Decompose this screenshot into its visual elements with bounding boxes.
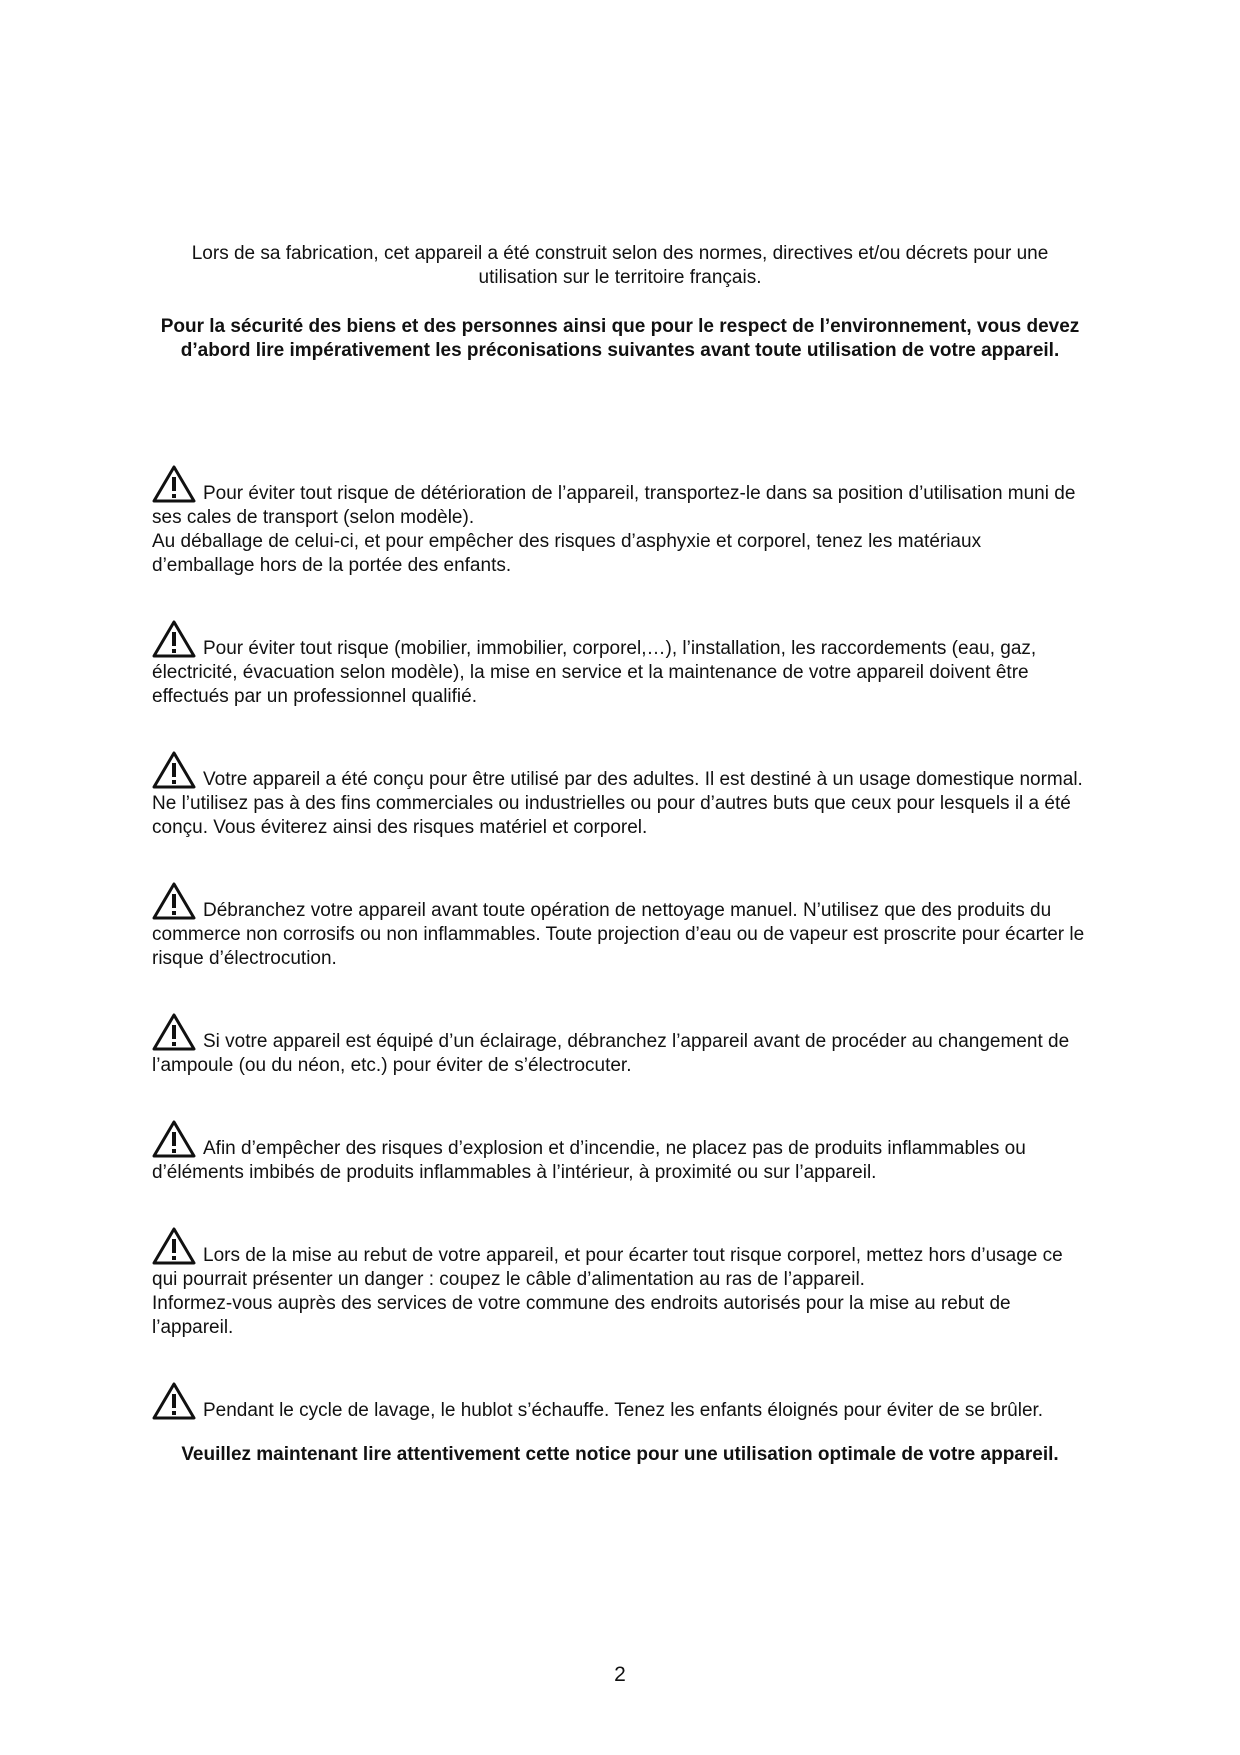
- warnings-list: [152, 465, 1088, 1423]
- warning-triangle-icon: [152, 882, 196, 920]
- safety-notice: Pour la sécurité des biens et des personnes ainsi que pour le respect de l’environnement, vous devez d’abord lire impérativement les préconisations suivantes avant toute utilisation de votre appareil.: [160, 316, 1080, 361]
- warning-item: [152, 620, 1088, 709]
- warning-text: Pour éviter tout risque de détérioration de l’appareil, transportez-le dans sa position d’utilisation muni de ses cales de transport (selon modèle).: [152, 465, 1088, 530]
- warning-text: Débranchez votre appareil avant toute opération de nettoyage manuel. N’utilisez que des produits du commerce non corrosifs ou non inflammables. Toute projection d’eau ou de vapeur est proscrite pour écarter le risque d’électrocution.: [152, 882, 1088, 971]
- warning-triangle-icon: [152, 1382, 196, 1420]
- warning-text-continuation: Au déballage de celui-ci, et pour empêcher des risques d’asphyxie et corporel, tenez les matériaux d’emballage hors de la portée des enfants.: [152, 531, 982, 576]
- warning-triangle-icon: [152, 620, 196, 658]
- warning-text: Pendant le cycle de lavage, le hublot s’échauffe. Tenez les enfants éloignés pour éviter de se brûler.: [152, 1382, 1088, 1423]
- warning-triangle-icon: [152, 751, 196, 789]
- warning-item: [152, 1227, 1088, 1340]
- warning-text-continuation: Informez-vous auprès des services de votre commune des endroits autorisés pour la mise au rebut de l’appareil.: [152, 1293, 1011, 1338]
- warning-text: Si votre appareil est équipé d’un éclairage, débranchez l’appareil avant de procéder au changement de l’ampoule (ou du néon, etc.) pour éviter de s’électrocuter.: [152, 1013, 1088, 1078]
- warning-triangle-icon: [152, 1227, 196, 1265]
- warning-item: [152, 751, 1088, 840]
- intro-paragraph: Lors de sa fabrication, cet appareil a été construit selon des normes, directives et/ou décrets pour une utilisation sur le territoire français.: [191, 243, 1049, 288]
- page-number: 2: [614, 1663, 626, 1686]
- warning-triangle-icon: [152, 465, 196, 503]
- closing-notice: Veuillez maintenant lire attentivement cette notice pour une utilisation optimale de votre appareil.: [181, 1444, 1059, 1465]
- warning-text: Votre appareil a été conçu pour être utilisé par des adultes. Il est destiné à un usage domestique normal. Ne l’utilisez pas à des fins commerciales ou industrielles ou pour d’autres buts que ceux pour lesquels il a été conçu. Vous éviterez ainsi des risques matériel et corporel.: [152, 751, 1088, 840]
- warning-triangle-icon: [152, 1120, 196, 1158]
- warning-item: [152, 1013, 1088, 1078]
- warning-text: Pour éviter tout risque (mobilier, immobilier, corporel,…), l’installation, les raccordements (eau, gaz, électricité, évacuation selon modèle), la mise en service et la maintenance de votre appareil doivent être effectués par un professionnel qualifié.: [152, 620, 1088, 709]
- warning-item: [152, 465, 1088, 578]
- warning-text: Afin d’empêcher des risques d’explosion et d’incendie, ne placez pas de produits inflammables ou d’éléments imbibés de produits inflammables à l’intérieur, à proximité ou sur l’appareil.: [152, 1120, 1088, 1185]
- warning-item: [152, 1120, 1088, 1185]
- warning-item: [152, 1382, 1088, 1423]
- warning-triangle-icon: [152, 1013, 196, 1051]
- warning-item: [152, 882, 1088, 971]
- warning-text: Lors de la mise au rebut de votre appareil, et pour écarter tout risque corporel, mettez hors d’usage ce qui pourrait présenter un danger : coupez le câble d’alimentation au ras de l’appareil.: [152, 1227, 1088, 1292]
